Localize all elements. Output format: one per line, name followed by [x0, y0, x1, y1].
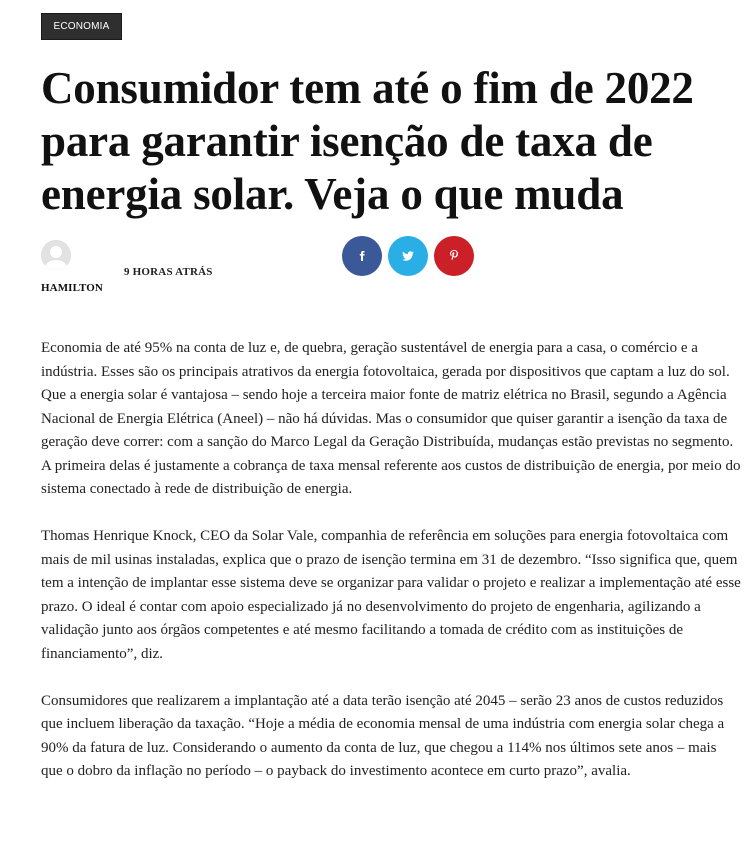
user-icon [41, 240, 71, 270]
article-paragraph: Economia de até 95% na conta de luz e, de quebra, geração sustentável de energia para a casa, o comércio e a indústria. Esses são os principais atrativos da energia fotovoltaica, gerada por dispositivos que captam a luz do sol. Que a energia solar é vantajosa – sendo hoje a terceira maior fonte de matriz elétrica no Brasil, segundo a Agência Nacional de Energia Elétrica (Aneel) – não há dúvidas. Mas o consumidor que quiser garantir a isenção da taxa de geração deve correr: com a sanção do Marco Legal da Geração Distribuída, mudanças estão previstas no segmento. A primeira delas é justamente a cobrança de taxa mensal referente aos custos de distribuição de energia, por meio do sistema conectado à rede de distribuição de energia. [41, 340, 741, 497]
facebook-icon [356, 250, 368, 262]
twitter-icon [401, 249, 415, 263]
article-paragraph: Consumidores que realizarem a implantação até a data terão isenção até 2045 – serão 23 anos de custos reduzidos que incluem liberação da taxação. “Hoje a média de economia mensal de uma indústria com energia solar chega a 90% da fatura de luz. Considerando o aumento da conta de luz, que chegou a 114% nos últimos sete anos – mais que o dobro da inflação no período – o payback do investimento acontece em curto prazo”, avalia. [41, 692, 725, 779]
share-twitter-button[interactable] [388, 236, 428, 276]
share-pinterest-button[interactable] [434, 236, 474, 276]
publish-time: 9 HORAS ATRÁS [124, 266, 213, 278]
pinterest-icon [448, 249, 460, 263]
share-facebook-button[interactable] [342, 236, 382, 276]
article-paragraph: Thomas Henrique Knock, CEO da Solar Vale, companhia de referência em soluções para energia fotovoltaica com mais de mil usinas instaladas, explica que o prazo de isenção termina em 31 de dezembro. “Isso significa que, quem tem a intenção de implantar esse sistema deve se organizar para validar o projeto e realizar a implementação até esse prazo. O ideal é contar com apoio especializado já no desenvolvimento do projeto de engenharia, agilizando a validação junto aos órgãos competentes e até mesmo facilitando a tomada de crédito com as instituições de financiamento”, diz. [41, 528, 741, 662]
author-avatar[interactable] [41, 240, 71, 270]
article-body [41, 337, 741, 807]
category-badge[interactable]: ECONOMIA [41, 13, 122, 40]
article-title: Consumidor tem até o fim de 2022 para garantir isenção de taxa de energia solar. Veja o que muda [41, 63, 694, 219]
author-name[interactable]: HAMILTON [41, 282, 103, 294]
